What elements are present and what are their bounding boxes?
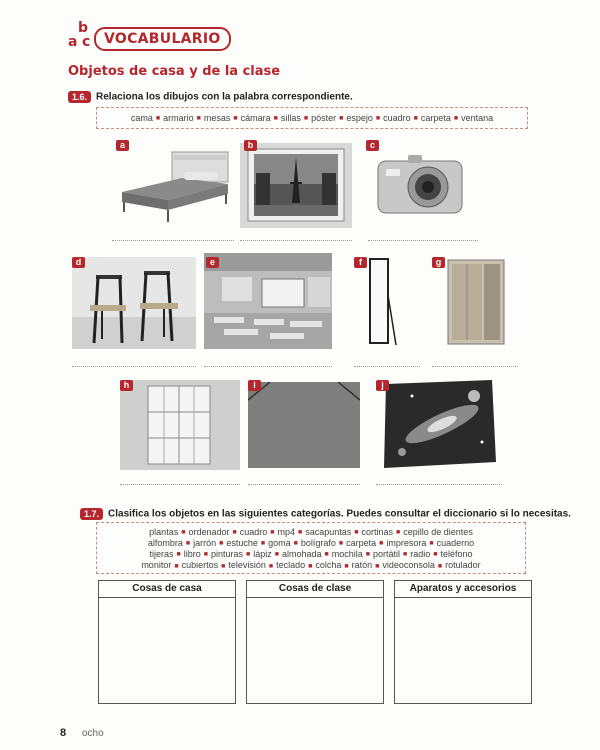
- picture-label: f: [354, 257, 367, 268]
- answer-line: [432, 366, 518, 367]
- painting-photo: [240, 143, 352, 228]
- word-bank-item: videoconsola: [382, 560, 435, 571]
- answer-line: [354, 366, 420, 367]
- word-bank-item: radio: [410, 549, 431, 560]
- word-bank-item: espejo: [346, 113, 373, 123]
- word-bank-item: carpeta: [420, 113, 451, 123]
- picture-label: g: [432, 257, 445, 268]
- word-bank-item: mesas: [203, 113, 231, 123]
- word-bank-item: tijeras: [149, 549, 174, 560]
- exercise-16-number: 1.6.: [68, 91, 91, 103]
- answer-line: [376, 484, 502, 485]
- word-bank-item: ventana: [461, 113, 494, 123]
- word-bank-item: goma: [268, 538, 291, 549]
- word-bank-item: impresora: [386, 538, 427, 549]
- word-bank-item: alfombra: [147, 538, 183, 549]
- picture-label: d: [72, 257, 85, 268]
- word-bank-item: cuaderno: [436, 538, 475, 549]
- wardrobe-photo: [444, 256, 510, 346]
- word-bank-item: ratón: [351, 560, 373, 571]
- poster-photo: [382, 378, 500, 470]
- answer-line: [240, 240, 352, 241]
- picture-label: e: [206, 257, 219, 268]
- word-bank-item: mochila: [331, 549, 363, 560]
- word-bank-item: cama: [130, 113, 153, 123]
- word-bank-item: teclado: [276, 560, 306, 571]
- word-bank-item: ordenador: [188, 527, 230, 537]
- answer-line: [248, 484, 360, 485]
- picture-label: b: [244, 140, 257, 151]
- word-bank-item: televisión: [228, 560, 266, 571]
- word-bank-item: cortinas: [361, 527, 394, 537]
- word-bank-item: cepillo de dientes: [403, 527, 473, 537]
- picture-label: c: [366, 140, 379, 151]
- abc-letter-a: a: [68, 34, 78, 50]
- exercise-16-heading: [68, 88, 353, 106]
- word-bank-item: mp4: [277, 527, 295, 537]
- answer-line: [368, 240, 478, 241]
- word-bank-item: armario: [163, 113, 194, 123]
- word-bank-item: cuadro: [239, 527, 268, 537]
- exercise-16-instruction: Relaciona los dibujos con la palabra correspondiente.: [96, 91, 353, 103]
- word-bank-item: carpeta: [346, 538, 377, 549]
- chairs-photo: [72, 257, 196, 349]
- word-bank-item: libro: [183, 549, 201, 560]
- page-number-word: ocho: [82, 728, 104, 739]
- word-bank-item: rotulador: [445, 560, 481, 571]
- word-bank-item: estuche: [226, 538, 258, 549]
- picture-label: h: [120, 380, 133, 391]
- word-bank-item: colcha: [315, 560, 342, 571]
- abc-letter-c: c: [82, 34, 91, 50]
- page-number: 8: [60, 727, 67, 739]
- word-bank-item: cámara: [240, 113, 271, 123]
- word-bank-item: cuadro: [383, 113, 411, 123]
- word-bank-item: sillas: [280, 113, 301, 123]
- category-header: Cosas de casa: [99, 581, 235, 598]
- word-bank-row: plantas ■ ordenador ■ cuadro ■ mp4 ■ sacapuntas ■ cortinas ■ cepillo de dientes: [149, 527, 473, 537]
- word-bank-item: plantas: [149, 527, 179, 537]
- word-bank-item: sacapuntas: [305, 527, 352, 537]
- word-bank-item: bolígrafo: [300, 538, 336, 549]
- word-bank-item: jarrón: [193, 538, 217, 549]
- answer-line: [204, 366, 332, 367]
- word-bank-item: almohada: [281, 549, 322, 560]
- picture-label: a: [116, 140, 129, 151]
- word-bank-item: póster: [311, 113, 337, 123]
- folder-photo: [248, 382, 360, 468]
- answer-line: [72, 366, 196, 367]
- word-bank-item: cubiertos: [181, 560, 219, 571]
- exercise-17-instruction: Clasifica los objetos en las siguientes categorías. Puedes consultar el diccionario si lo necesitas.: [108, 508, 571, 520]
- word-bank-item: portátil: [373, 549, 401, 560]
- picture-label: i: [248, 380, 261, 391]
- section-title: Objetos de casa y de la clase: [68, 64, 281, 79]
- category-box-clase[interactable]: [246, 580, 384, 704]
- category-header: Aparatos y accesorios: [395, 581, 531, 598]
- bed-photo: [112, 148, 234, 228]
- vocabulario-badge: VOCABULARIO: [94, 27, 231, 51]
- exercise-17-number: 1.7.: [80, 508, 103, 520]
- mirror-photo: [360, 255, 398, 347]
- word-bank-item: pinturas: [210, 549, 243, 560]
- word-bank-row: tijeras ■ libro ■ pinturas ■ lápiz ■ almohada ■ mochila ■ portátil ■ radio ■ teléfono: [149, 549, 473, 560]
- word-bank-item: teléfono: [440, 549, 473, 560]
- category-box-casa[interactable]: [98, 580, 236, 704]
- camera-photo: [368, 143, 468, 223]
- word-bank-row: monitor ■ cubiertos ■ televisión ■ teclado ■ colcha ■ ratón ■ videoconsola ■ rotulador: [141, 560, 481, 571]
- picture-label: j: [376, 380, 389, 391]
- abc-letter-b: b: [78, 20, 89, 36]
- answer-line: [112, 240, 234, 241]
- classroom-photo: [204, 253, 332, 349]
- word-bank-17: [96, 522, 526, 574]
- window-photo: [120, 380, 240, 470]
- word-bank-item: lápiz: [253, 549, 272, 560]
- exercise-17-heading: [80, 505, 571, 523]
- answer-line: [120, 484, 240, 485]
- word-bank-16: cama ■ armario ■ mesas ■ cámara ■ sillas ■ póster ■ espejo ■ cuadro ■ carpeta ■ ventana: [96, 107, 528, 129]
- category-header: Cosas de clase: [247, 581, 383, 598]
- word-bank-row: alfombra ■ jarrón ■ estuche ■ goma ■ bolígrafo ■ carpeta ■ impresora ■ cuaderno: [147, 538, 475, 549]
- category-box-aparatos[interactable]: [394, 580, 532, 704]
- word-bank-item: monitor: [141, 560, 172, 571]
